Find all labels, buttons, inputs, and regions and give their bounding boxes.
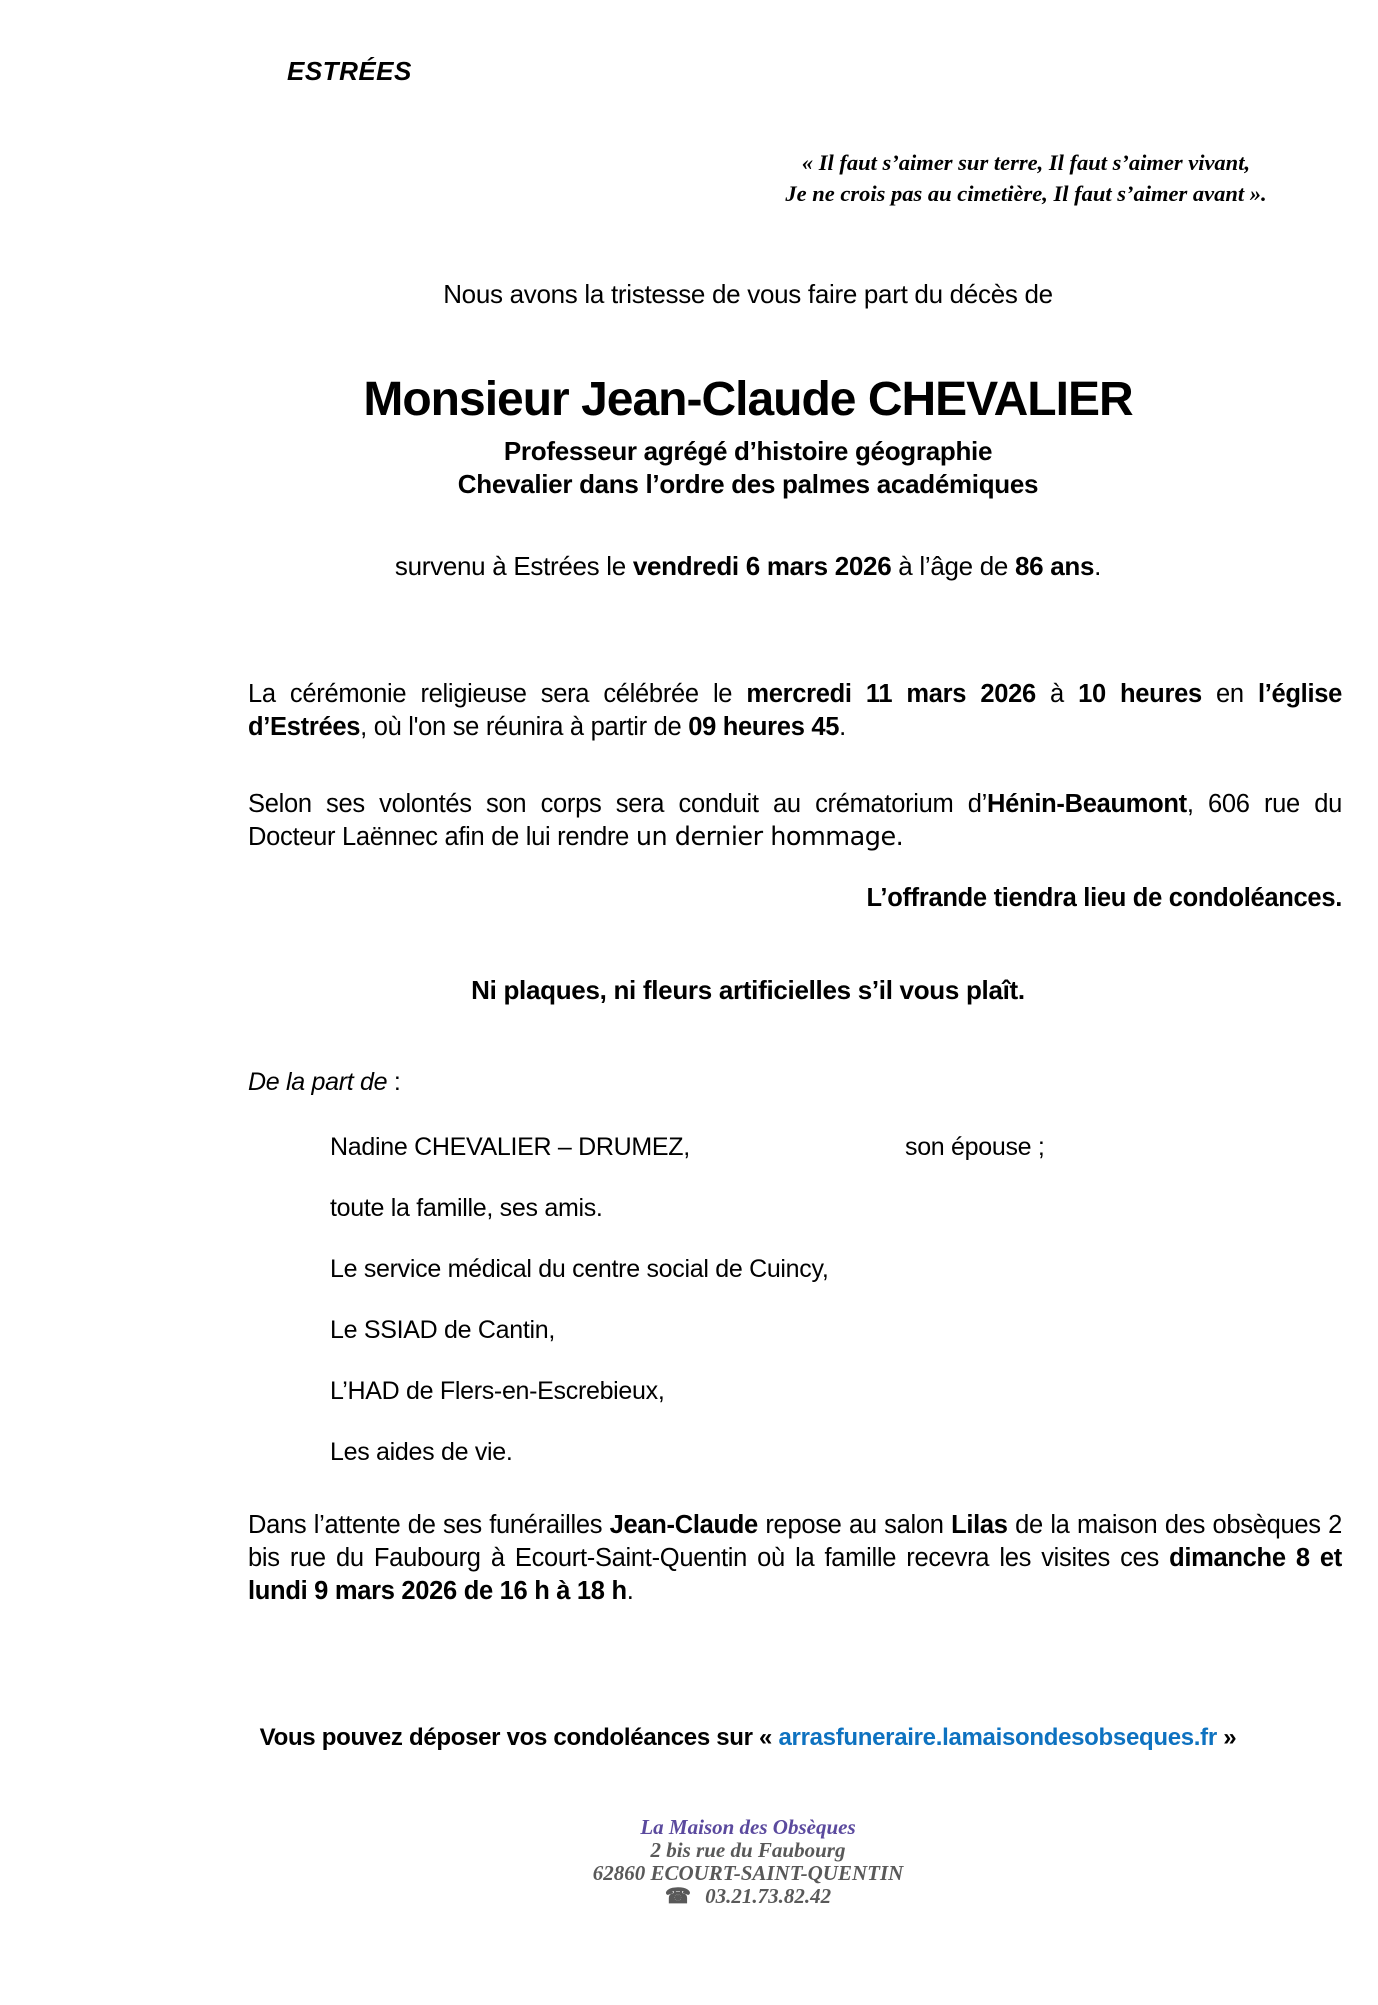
ceremony-text-4: , où l'on se réunira à partir de	[360, 713, 689, 741]
ceremony-text-1: La cérémonie religieuse sera célébrée le	[248, 680, 747, 708]
family-row	[330, 1253, 1342, 1286]
family-name: Le service médical du centre social de Cuincy,	[330, 1255, 829, 1283]
condolences-text-pre: Vous pouvez déposer vos condoléances sur «	[259, 1724, 779, 1751]
deceased-name: Monsieur Jean-Claude CHEVALIER	[363, 373, 1133, 426]
crematorium-city: Hénin-Beaumont	[987, 790, 1187, 818]
family-list	[154, 1131, 1342, 1469]
ceremony-text-5: .	[839, 713, 846, 741]
family-name: Le SSIAD de Cantin,	[330, 1316, 555, 1344]
ceremony-gathering-time: 09 heures 45	[688, 713, 840, 741]
deceased-title-1: Professeur agrégé d’histoire géographie	[503, 436, 993, 466]
repose-paragraph	[248, 1509, 1342, 1608]
death-notice-document	[154, 56, 1342, 1908]
repose-salon: Lilas	[951, 1511, 1008, 1539]
ceremony-church: l’église d’Estrées	[248, 680, 1343, 741]
memorial-quote	[710, 147, 1342, 209]
flowers-line: Ni plaques, ni fleurs artificielles s’il vous plaît.	[471, 975, 1025, 1005]
repose-firstname: Jean-Claude	[609, 1511, 758, 1539]
family-name: Les aides de vie.	[330, 1438, 513, 1466]
family-row	[330, 1192, 1342, 1225]
death-age: 86 ans	[1014, 551, 1095, 581]
repose-visit-dates: dimanche 8 et lundi 9 mars 2026 de 16 h à 18 h	[248, 1544, 1342, 1605]
funeral-home-footer	[154, 1816, 1342, 1908]
death-date-pre: survenu à Estrées le	[394, 551, 633, 581]
from-label	[248, 1068, 1342, 1097]
family-row	[330, 1314, 1342, 1347]
from-label-colon: :	[387, 1068, 401, 1096]
death-date: vendredi 6 mars 2026	[632, 551, 892, 581]
deceased-title-2: Chevalier dans l’ordre des palmes académiques	[457, 469, 1039, 499]
condolences-text-post: »	[1216, 1724, 1237, 1751]
death-date-end: .	[1094, 551, 1102, 581]
crematorium-text-2: , 606 rue du Docteur Laënnec afin de lui rendre	[248, 790, 1342, 851]
death-date-line	[154, 551, 1342, 582]
footer-phone-number: 03.21.73.82.42	[705, 1884, 832, 1908]
ceremony-paragraph	[248, 678, 1342, 744]
family-name: toute la famille, ses amis.	[330, 1194, 603, 1222]
repose-text-4: .	[626, 1577, 634, 1605]
family-relation: son épouse ;	[905, 1133, 1045, 1161]
offering-line: L’offrande tiendra lieu de condoléances.	[866, 884, 1342, 912]
ceremony-text-2: à	[1035, 680, 1079, 708]
phone-icon: ☎	[664, 1884, 692, 1908]
from-label-text: De la part de	[248, 1068, 388, 1096]
repose-text-3: de la maison des obsèques 2 bis rue du Faubourg à Ecourt-Saint-Quentin où la famille recevra les visites ces	[248, 1511, 1342, 1572]
intro-text: Nous avons la tristesse de vous faire part du décès de	[443, 279, 1053, 309]
commune-label: ESTRÉES	[287, 56, 412, 86]
ceremony-text-3: en	[1201, 680, 1258, 708]
condolences-line	[154, 1724, 1342, 1752]
memorial-quote-line-1: « Il faut s’aimer sur terre, Il faut s’aimer vivant,	[801, 150, 1251, 175]
repose-text-1: Dans l’attente de ses funérailles	[248, 1511, 610, 1539]
footer-address-line-1: 2 bis rue du Faubourg	[650, 1838, 846, 1862]
footer-company-name: La Maison des Obsèques	[640, 1815, 856, 1839]
crematorium-paragraph	[248, 788, 1342, 854]
family-row	[330, 1131, 1342, 1164]
repose-text-2: repose au salon	[757, 1511, 952, 1539]
memorial-quote-line-2: Je ne crois pas au cimetière, Il faut s’aimer avant ».	[785, 181, 1267, 206]
crematorium-text-3: un dernier hommage.	[635, 822, 904, 852]
footer-address-line-2: 62860 ECOURT-SAINT-QUENTIN	[592, 1861, 904, 1885]
family-name: Nadine CHEVALIER – DRUMEZ,	[330, 1133, 690, 1161]
family-name: L’HAD de Flers-en-Escrebieux,	[330, 1377, 665, 1405]
ceremony-date: mercredi 11 mars 2026	[746, 680, 1036, 708]
family-row	[330, 1436, 1342, 1469]
crematorium-text-1: Selon ses volontés son corps sera conduit au crématorium d’	[248, 790, 988, 818]
condolences-link[interactable]: arrasfuneraire.lamaisondesobseques.fr	[778, 1724, 1217, 1751]
footer-phone-line	[154, 1885, 1342, 1908]
death-date-mid: à l’âge de	[891, 551, 1015, 581]
family-row	[330, 1375, 1342, 1408]
ceremony-time: 10 heures	[1078, 680, 1202, 708]
